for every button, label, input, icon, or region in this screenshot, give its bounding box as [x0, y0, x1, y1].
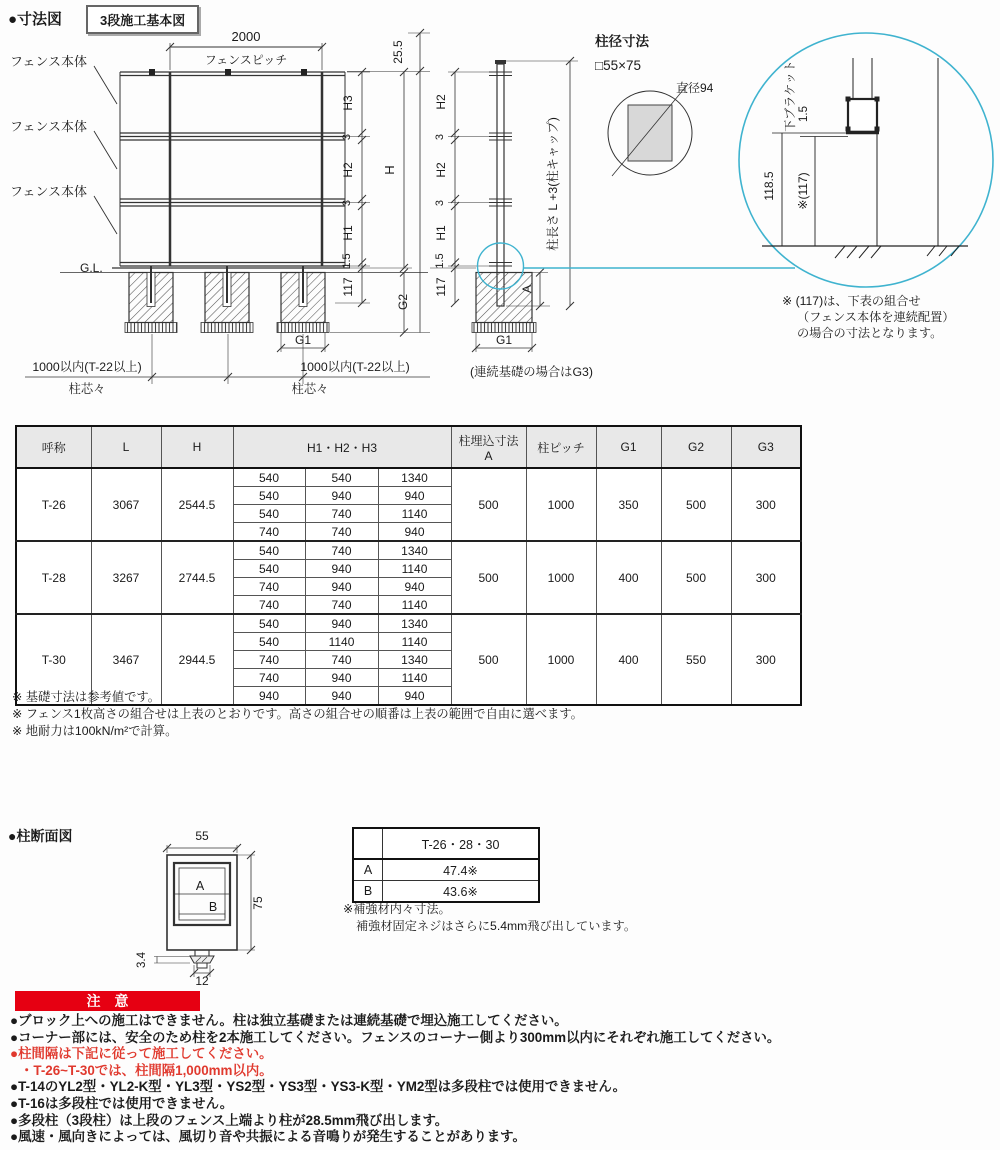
row-value-b: 43.6※	[383, 881, 540, 903]
pitch-value: 2000	[231, 29, 261, 44]
table-row-t26	[16, 468, 801, 487]
row-a: 500	[451, 541, 526, 614]
row-g1: 350	[596, 468, 661, 541]
combo-cell: 940	[305, 614, 378, 633]
combo-cell: 540	[233, 614, 305, 633]
corner-cell	[353, 828, 383, 859]
col-header-name: 呼称	[16, 426, 91, 468]
pitch-label: フェンスピッチ	[204, 53, 288, 67]
combo-cell: 740	[233, 669, 305, 687]
combo-cell: 540	[233, 468, 305, 487]
dim-h3: H3	[341, 95, 355, 111]
fence-body-label: フェンス本体	[10, 54, 87, 69]
dim-g1: G1	[495, 333, 513, 347]
cs-dim-b: B	[208, 900, 218, 914]
combo-cell: 740	[305, 523, 378, 542]
row-g3: 300	[731, 614, 801, 705]
combo-cell: 540	[233, 633, 305, 651]
combo-cell: 740	[233, 651, 305, 669]
dim-gap: 1.5	[798, 106, 810, 122]
col-header-l: L	[91, 426, 161, 468]
combo-cell: 540	[305, 468, 378, 487]
dim-gap: 3	[434, 199, 446, 207]
row-l: 3267	[91, 541, 161, 614]
row-h: 2944.5	[161, 614, 233, 705]
post-center-label: 柱芯々	[291, 382, 329, 396]
front-view-drawing	[25, 29, 430, 384]
combo-cell: 940	[378, 487, 451, 505]
fence-body-label: フェンス本体	[10, 119, 87, 134]
caution-list	[10, 1013, 995, 1146]
caution-item: ●コーナー部には、安全のため柱を2本施工してください。フェンスのコーナー側より300mm以内にそれぞれ施工してください。	[10, 1029, 781, 1045]
combo-cell: 1140	[378, 669, 451, 687]
front-view-labels	[10, 29, 410, 396]
combo-cell: 940	[305, 687, 378, 706]
combo-cell: 740	[305, 651, 378, 669]
cs-dim-height: 75	[251, 896, 265, 910]
combo-cell: 740	[233, 596, 305, 615]
dim-gap-bottom: 1.5	[434, 253, 446, 269]
row-g2: 550	[661, 614, 731, 705]
row-g2: 500	[661, 468, 731, 541]
combo-cell: 940	[378, 687, 451, 706]
col-header-g3: G3	[731, 426, 801, 468]
dim-h2-top: H2	[434, 94, 448, 110]
sub-table-header-row	[353, 828, 539, 859]
dim-h1: H1	[341, 225, 355, 241]
dim-alt: ※(117)	[796, 172, 810, 210]
combo-cell: 1140	[378, 633, 451, 651]
detail-note-line: の場合の寸法となります。	[797, 326, 943, 340]
dim-height: 118.5	[762, 171, 776, 201]
combo-cell: 1340	[378, 468, 451, 487]
combo-cell: 540	[233, 505, 305, 523]
table-row-t28	[16, 541, 801, 560]
detail-note-line: （フェンス本体を連続配置）	[797, 310, 955, 324]
dim-total-height: H	[382, 165, 397, 175]
caution-banner: 注 意	[15, 991, 200, 1011]
note-line: ※補強材内々寸法。	[343, 902, 451, 916]
row-name: T-30	[16, 614, 91, 705]
col-header-g2: G2	[661, 426, 731, 468]
dim-gap: 3	[434, 133, 446, 141]
col-header-h123: H1・H2・H3	[233, 426, 451, 468]
row-h: 2744.5	[161, 541, 233, 614]
note-line: ※ フェンス1枚高さの組合せは上表のとおりです。高さの組合せの順番は上表の範囲で自由に選べます。	[12, 707, 583, 721]
dim-h1: H1	[434, 225, 448, 241]
table-notes	[12, 689, 583, 740]
note-line: ※ 地耐力は100kN/m²で計算。	[12, 724, 178, 738]
row-label-b: B	[353, 881, 383, 903]
row-pitch: 1000	[526, 614, 596, 705]
row-h: 2544.5	[161, 468, 233, 541]
row-g3: 300	[731, 541, 801, 614]
caution-item: ●T-14のYL2型・YL2-K型・YL3型・YS2型・YS3型・YS3-K型・YM2型は多段柱では使用できません。	[10, 1079, 627, 1095]
cs-dim-width: 55	[195, 829, 209, 843]
caution-item: ●多段柱（3段柱）は上段のフェンス上端より柱が28.5mm飛び出します。	[10, 1112, 449, 1128]
combo-cell: 1340	[378, 614, 451, 633]
combo-cell: 740	[233, 523, 305, 542]
post-center-label: 柱芯々	[68, 382, 106, 396]
combo-cell: 940	[378, 578, 451, 596]
row-l: 3467	[91, 614, 161, 705]
dim-g2: G2	[396, 293, 410, 311]
row-name: T-28	[16, 541, 91, 614]
bracket-label: 下ブラケット	[783, 60, 797, 132]
foundation-blocks	[125, 266, 329, 333]
combo-cell: 1140	[378, 596, 451, 615]
dim-embed: 117	[341, 277, 355, 297]
fence-body-label: フェンス本体	[10, 184, 87, 199]
combo-cell: 940	[305, 669, 378, 687]
dim-cap: 25.5	[391, 40, 405, 64]
row-value-a: 47.4※	[383, 859, 540, 881]
row-l: 3067	[91, 468, 161, 541]
dimension-diagram	[0, 0, 1000, 418]
combo-cell: 940	[233, 687, 305, 706]
sub-table-row-a	[353, 859, 539, 881]
combo-cell: 540	[233, 541, 305, 560]
combo-cell: 940	[305, 578, 378, 596]
caution-item: ●風速・風向きによっては、風切り音や共振による音鳴りが発生することがあります。	[10, 1129, 526, 1145]
dim-g1: G1	[294, 333, 312, 347]
row-g1: 400	[596, 541, 661, 614]
cross-section-notes	[343, 901, 636, 935]
dim-gap-bottom: 1.5	[341, 253, 353, 269]
combo-cell: 1140	[305, 633, 378, 651]
note-line: ※ 基礎寸法は参考値です。	[12, 690, 161, 704]
col-header-embed	[451, 426, 526, 468]
post-size-title: 柱径寸法	[595, 34, 649, 49]
col-header-embed-line1: 柱埋込寸法	[458, 433, 519, 448]
col-header-g1: G1	[596, 426, 661, 468]
sub-table-row-b	[353, 881, 539, 903]
post-size-diagram	[595, 33, 714, 176]
cs-dim-lip: 3.4	[136, 952, 148, 968]
cross-section-drawing	[120, 826, 290, 986]
row-a: 500	[451, 614, 526, 705]
combo-cell: 540	[233, 487, 305, 505]
combo-cell: 740	[305, 596, 378, 615]
cs-dim-bottom: 12	[195, 974, 209, 986]
caution-item-red: ・T-26~T-30では、柱間隔1,000mm以内。	[20, 1062, 273, 1078]
dim-gap: 3	[341, 133, 353, 141]
row-name: T-26	[16, 468, 91, 541]
detail-note-line: ※ (117)は、下表の組合せ	[782, 294, 921, 308]
note-line: 補強材固定ネジはさらに5.4mm飛び出しています。	[356, 919, 637, 933]
cross-section-title: ●柱断面図	[8, 828, 73, 844]
combo-cell: 740	[305, 541, 378, 560]
dim-embed: 117	[434, 277, 448, 297]
combo-cell: 940	[305, 487, 378, 505]
caution-item-red: ●柱間隔は下記に従って施工してください。	[10, 1046, 273, 1062]
diameter-label: 直径94	[676, 81, 714, 95]
combo-cell: 740	[233, 578, 305, 596]
row-pitch: 1000	[526, 468, 596, 541]
combo-cell: 1140	[378, 560, 451, 578]
foundation-note: (連続基礎の場合はG3)	[470, 365, 593, 379]
combo-cell: 1340	[378, 651, 451, 669]
col-header-h: H	[161, 426, 233, 468]
table-header-row	[16, 426, 801, 468]
row-a: 500	[451, 468, 526, 541]
row-g2: 500	[661, 541, 731, 614]
caution-item: ●T-16は多段柱では使用できません。	[10, 1095, 234, 1111]
combo-cell: 1340	[378, 541, 451, 560]
span-note: 1000以内(T-22以上)	[32, 360, 142, 374]
ground-level-label: G.L.	[80, 261, 103, 275]
post-size-value: □55×75	[595, 58, 642, 73]
bracket-detail-view	[739, 33, 993, 340]
dim-gap: 3	[341, 199, 353, 207]
reinforcement-table	[352, 827, 540, 903]
combo-cell: 940	[378, 523, 451, 542]
dim-a: A	[520, 284, 534, 294]
page-title: ●寸法図	[8, 11, 63, 28]
diagram-type-box: 3段施工基本図	[86, 5, 199, 34]
row-g3: 300	[731, 468, 801, 541]
combo-cell: 1140	[378, 505, 451, 523]
row-pitch: 1000	[526, 541, 596, 614]
cs-dim-a: A	[195, 879, 205, 893]
combo-cell: 940	[305, 560, 378, 578]
dim-h2: H2	[341, 162, 355, 178]
caution-item: ●ブロック上への施工はできません。柱は独立基礎または連続基礎で埋込施工してください。	[10, 1013, 568, 1028]
combo-cell: 540	[233, 560, 305, 578]
dimension-table	[15, 425, 802, 706]
row-label-a: A	[353, 859, 383, 881]
combo-cell: 740	[305, 505, 378, 523]
col-header-embed-line2: A	[484, 448, 493, 463]
span-note: 1000以内(T-22以上)	[300, 360, 410, 374]
post-length-label: 柱長さ L +3(柱キャップ)	[546, 117, 560, 251]
row-g1: 400	[596, 614, 661, 705]
table-row-t30	[16, 614, 801, 633]
sub-table-header: T-26・28・30	[383, 828, 540, 859]
col-header-pitch: 柱ピッチ	[526, 426, 596, 468]
dim-h2-mid: H2	[434, 162, 448, 178]
